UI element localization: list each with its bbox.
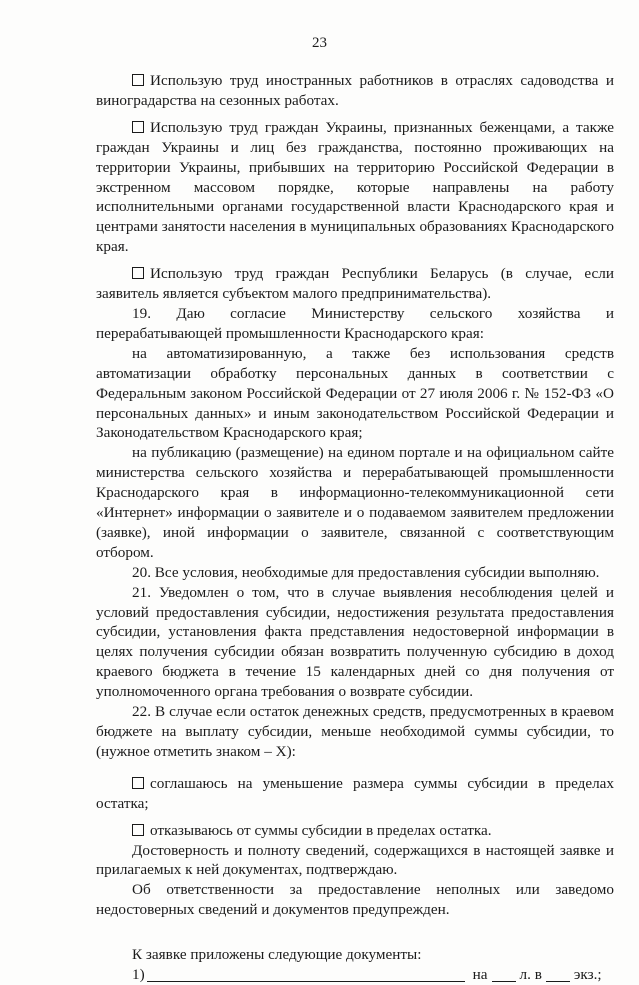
paragraph-budget-remainder: 22. В случае если остаток денежных средств, предусмотренных в краевом бюджете на выплату субсидии, меньше необходимой суммы субсидии, то (нужное отметить знаком – Х):: [96, 703, 614, 760]
checkbox-refuse-subsidy[interactable]: [132, 824, 144, 836]
checkbox-ukraine-citizens[interactable]: [132, 121, 144, 133]
attachment-copies-field[interactable]: [546, 967, 570, 982]
label-sheets: л. в: [519, 966, 542, 984]
paragraph-confirmation: Достоверность и полноту сведений, содержащихся в настоящей заявке и прилагаемых к ней документах, подтверждаю.: [96, 841, 614, 879]
attachment-sheets-field[interactable]: [492, 967, 516, 982]
label-copies: экз.;: [573, 966, 602, 984]
paragraph-conditions: 20. Все условия, необходимые для предоставления субсидии выполняю.: [132, 563, 600, 581]
paragraph-text: Использую труд граждан Украины, признанных беженцами, а также граждан Украины и лиц без гражданства, постоянно проживающих на территории Украины, прибывших на территорию Российской Федерации в экстренном массовом порядке, которые направлены на работу исполнительными органами государственной власти Краснодарского края и центрами занятости населения в муниципальных образованиях Краснодарского края.: [96, 118, 614, 256]
attachments-heading: К заявке приложены следующие документы:: [132, 946, 422, 964]
checkbox-agree-reduction[interactable]: [132, 777, 144, 789]
paragraph-refuse-subsidy: [96, 821, 614, 841]
checkbox-foreign-workers[interactable]: [132, 74, 144, 86]
paragraph-notice: 21. Уведомлен о том, что в случае выявления несоблюдения целей и условий предоставления субсидии, недостижения результата предоставления субсидии, установления факта представления недостоверной информации в целях получения субсидии обязан возвратить полученную субсидию в доход краевого бюджета в течение 15 календарных дней со дня получения от уполномоченного органа требования о возврате субсидии.: [96, 583, 614, 701]
paragraph-text: соглашаюсь на уменьшение размера суммы субсидии в пределах остатка;: [96, 774, 614, 812]
paragraph-ukraine-citizens: [96, 118, 614, 257]
attachments-section: [96, 945, 614, 985]
paragraph-text: Использую труд граждан Республики Беларусь (в случае, если заявитель является субъектом малого предпринимательства).: [96, 265, 614, 303]
attachment-number: 1): [132, 966, 145, 984]
document-body: [96, 71, 614, 985]
paragraph-consent: 19. Даю согласие Министерству сельского хозяйства и перерабатывающей промышленности Краснодарского края:: [96, 304, 614, 342]
paragraph-text: отказываюсь от суммы субсидии в пределах остатка.: [150, 821, 492, 839]
attachment-name-field[interactable]: [147, 967, 465, 982]
paragraph-consent-processing: на автоматизированную, а также без использования средств автоматизации обработку персональных данных в соответствии с Федеральным законом Российской Федерации от 27 июля 2006 г. № 152-ФЗ «О персональных данных» и иным законодательством Российской Федерации и Законодательством Краснодарского края;: [96, 344, 614, 442]
paragraph-text: Использую труд иностранных работников в отраслях садоводства и виноградарства на сезонных работах.: [96, 72, 614, 109]
attachment-row: [96, 965, 614, 985]
paragraph-foreign-workers: [96, 71, 614, 111]
paragraph-consent-publication: на публикацию (размещение) на едином портале и на официальном сайте министерства сельского хозяйства и перерабатывающей промышленности Краснодарского края в информационно-телекоммуникационной сети «Интернет» информации о заявителе и о подаваемом заявителем предложении (заявке), иной информации о заявителе, связанной с соответствующим отбором.: [96, 444, 614, 561]
paragraph-agree-reduction: [96, 774, 614, 814]
paragraph-responsibility: Об ответственности за предоставление неполных или заведомо недостоверных сведений и документов предупрежден.: [96, 881, 614, 919]
page-number: 23: [312, 35, 327, 51]
label-on: на: [472, 966, 488, 984]
paragraph-belarus-citizens: [96, 264, 614, 304]
checkbox-belarus-citizens[interactable]: [132, 267, 144, 279]
